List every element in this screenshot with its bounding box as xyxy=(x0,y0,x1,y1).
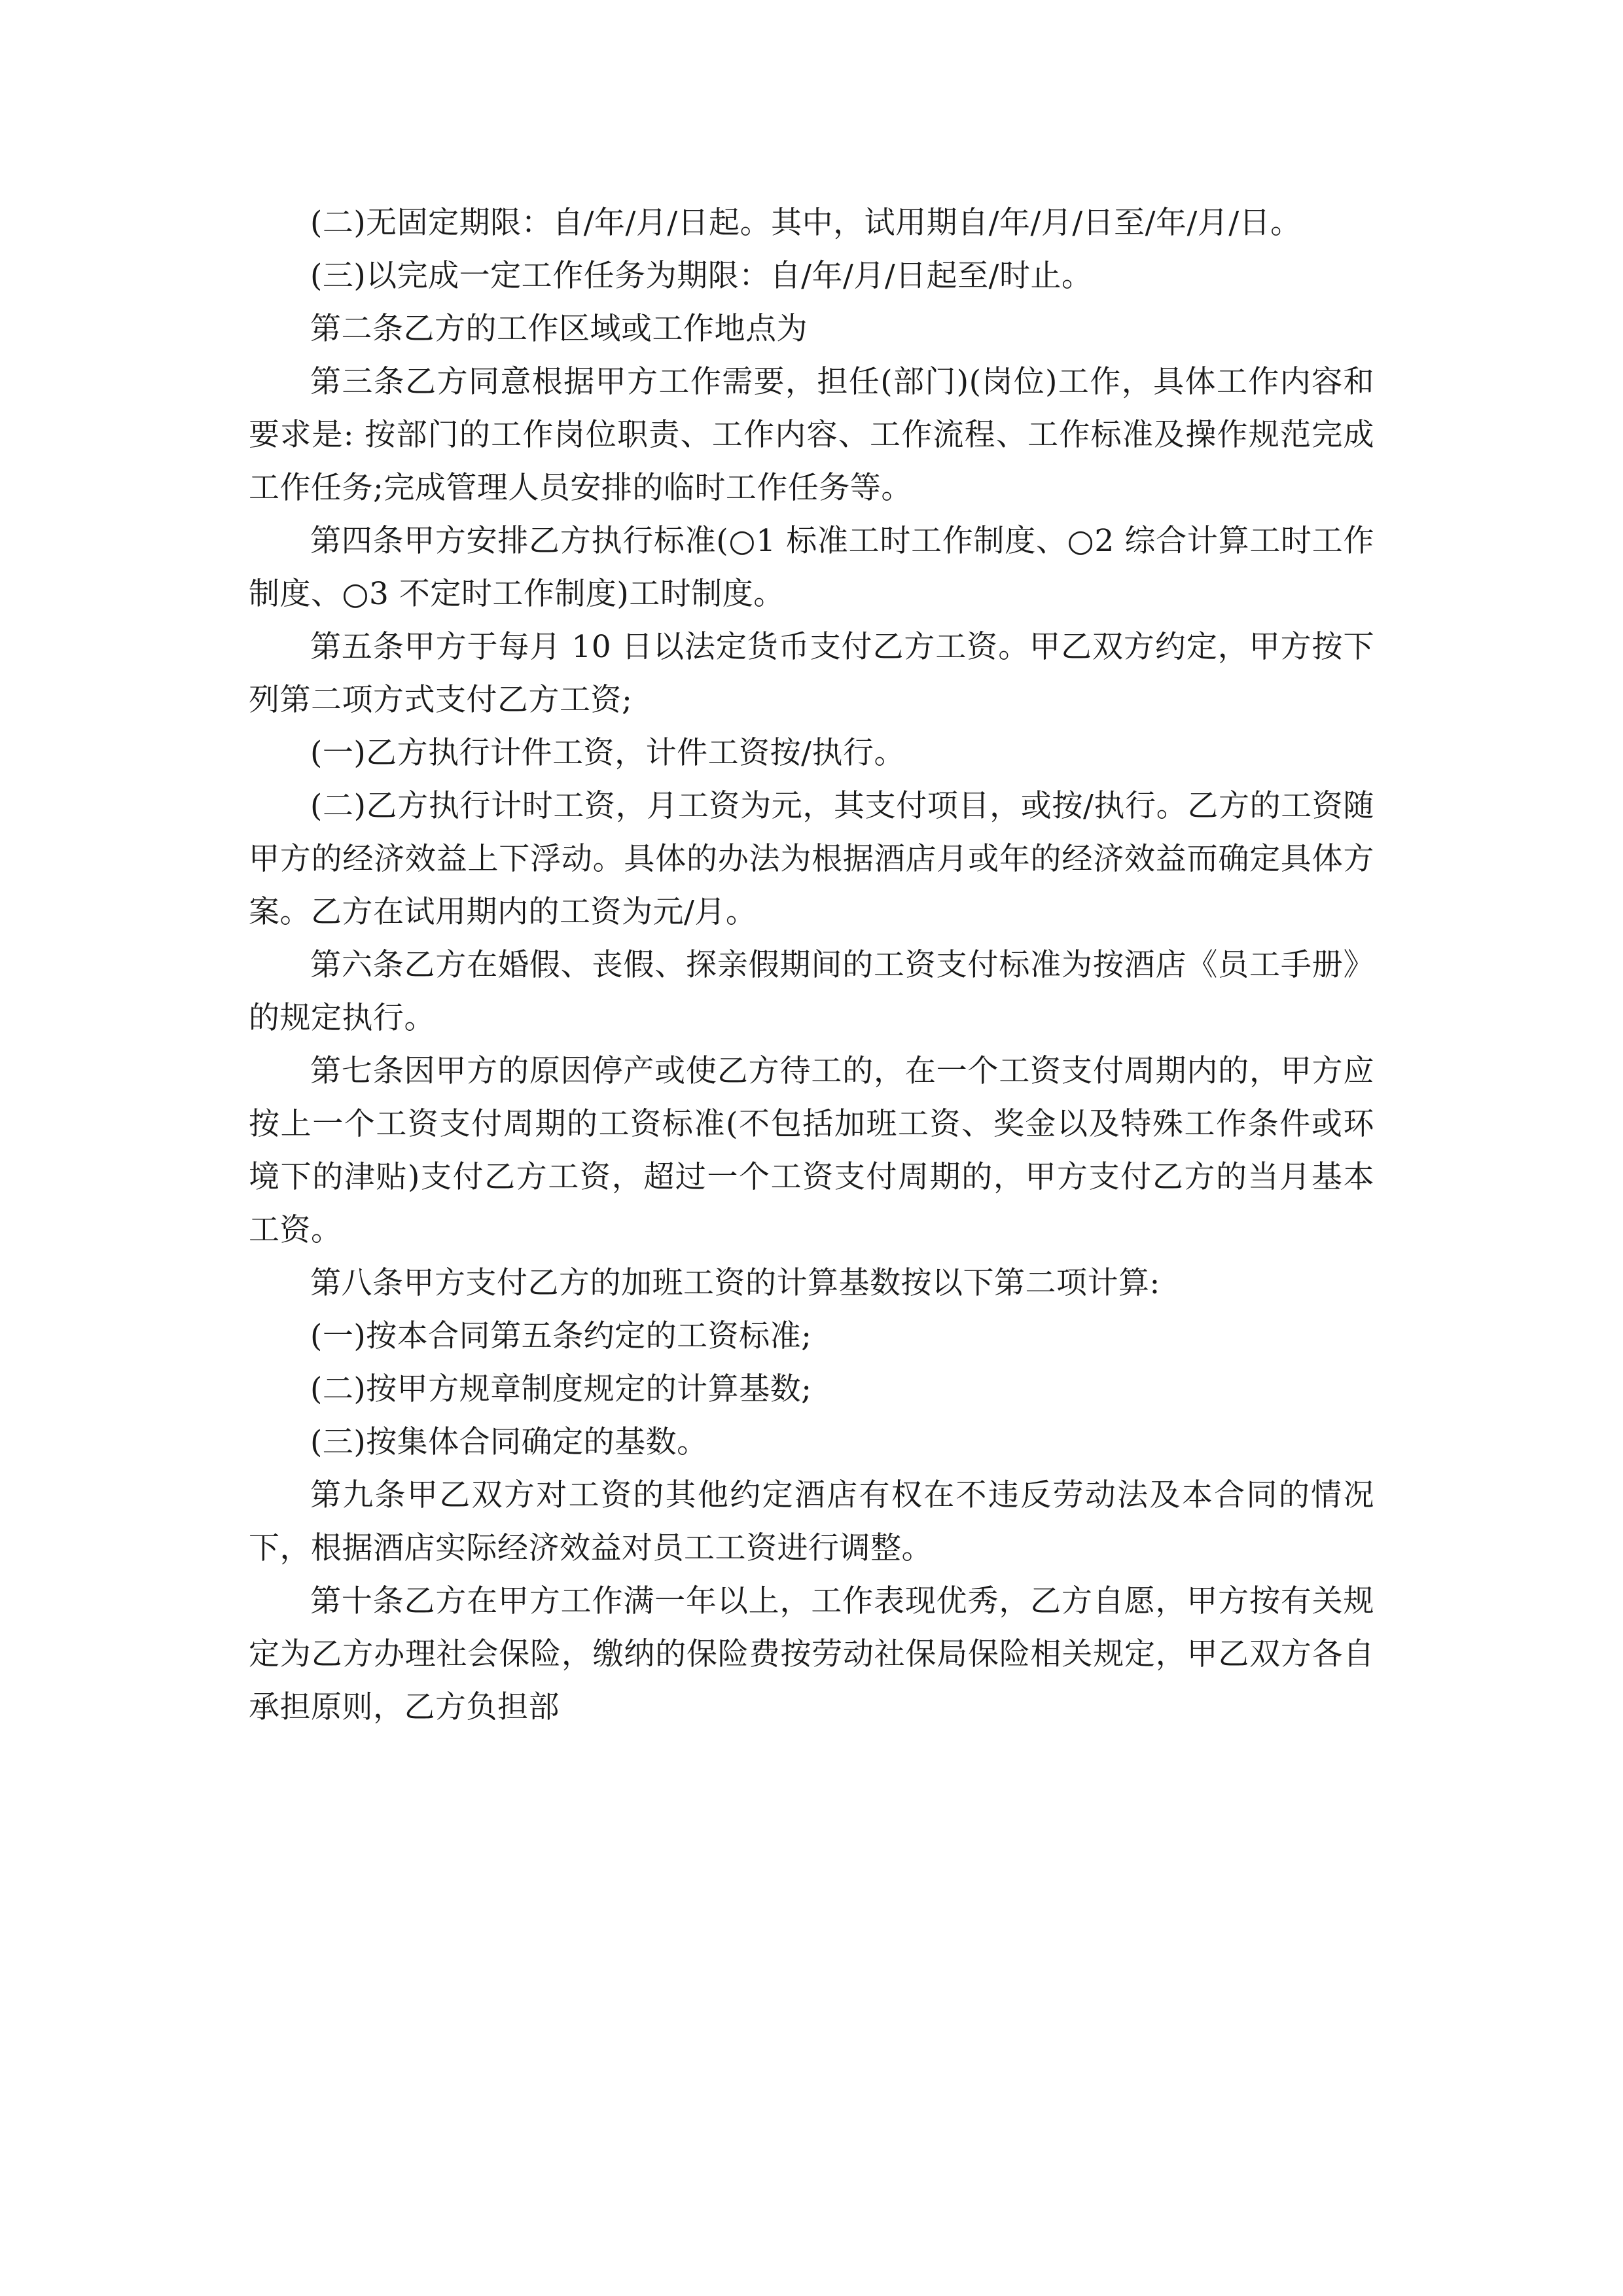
paragraph-article-10: 第十条乙方在甲方工作满一年以上，工作表现优秀，乙方自愿，甲方按有关规定为乙方办理社会保险，缴纳的保险费按劳动社保局保险相关规定，甲乙双方各自承担原则，乙方负担部 xyxy=(249,1583,1374,1725)
paragraph-article-2: 第二条乙方的工作区域或工作地点为 xyxy=(310,311,808,347)
paragraph-article-7: 第七条因甲方的原因停产或使乙方待工的，在一个工资支付周期内的，甲方应按上一个工资支付周期的工资标准(不包括加班工资、奖金以及特殊工作条件或环境下的津贴)支付乙方工资，超过一个工资支付周期的，甲方支付乙方的当月基本工资。 xyxy=(249,1053,1374,1248)
document-page xyxy=(249,196,1374,1734)
paragraph-article-9: 第九条甲乙双方对工资的其他约定酒店有权在不违反劳动法及本合同的情况下，根据酒店实际经济效益对员工工资进行调整。 xyxy=(249,1477,1374,1566)
paragraph-article-8-item-2: (二)按甲方规章制度规定的计算基数; xyxy=(310,1371,812,1407)
paragraph-article-4: 第四条甲方安排乙方执行标准(○1 标准工时工作制度、○2 综合计算工时工作制度、○3 不定时工作制度)工时制度。 xyxy=(249,523,1374,612)
paragraph-article-8-item-1: (一)按本合同第五条约定的工资标准; xyxy=(310,1318,812,1354)
paragraph-article-3: 第三条乙方同意根据甲方工作需要，担任(部门)(岗位)工作，具体工作内容和要求是: 按部门的工作岗位职责、工作内容、工作流程、工作标准及操作规范完成工作任务;完成管理人员安排的临时工作任务等。 xyxy=(249,364,1374,506)
paragraph-article-5-item-2: (二)乙方执行计时工资，月工资为元，其支付项目，或按/执行。乙方的工资随甲方的经济效益上下浮动。具体的办法为根据酒店月或年的经济效益而确定具体方案。乙方在试用期内的工资为元/月。 xyxy=(249,788,1374,930)
paragraph-article-5-item-1: (一)乙方执行计件工资，计件工资按/执行。 xyxy=(310,735,906,771)
paragraph-article-8: 第八条甲方支付乙方的加班工资的计算基数按以下第二项计算: xyxy=(310,1265,1160,1301)
paragraph-article-8-item-3: (三)按集体合同确定的基数。 xyxy=(310,1424,708,1460)
paragraph-task-term: (三)以完成一定工作任务为期限：自/年/月/日起至/时止。 xyxy=(310,258,1093,294)
paragraph-article-5: 第五条甲方于每月 10 日以法定货币支付乙方工资。甲乙双方约定，甲方按下列第二项方式支付乙方工资; xyxy=(249,629,1374,718)
paragraph-article-6: 第六条乙方在婚假、丧假、探亲假期间的工资支付标准为按酒店《员工手册》的规定执行。 xyxy=(249,947,1374,1036)
paragraph-fixed-term-none: (二)无固定期限：自/年/月/日起。其中，试用期自/年/月/日至/年/月/日。 xyxy=(310,205,1302,241)
